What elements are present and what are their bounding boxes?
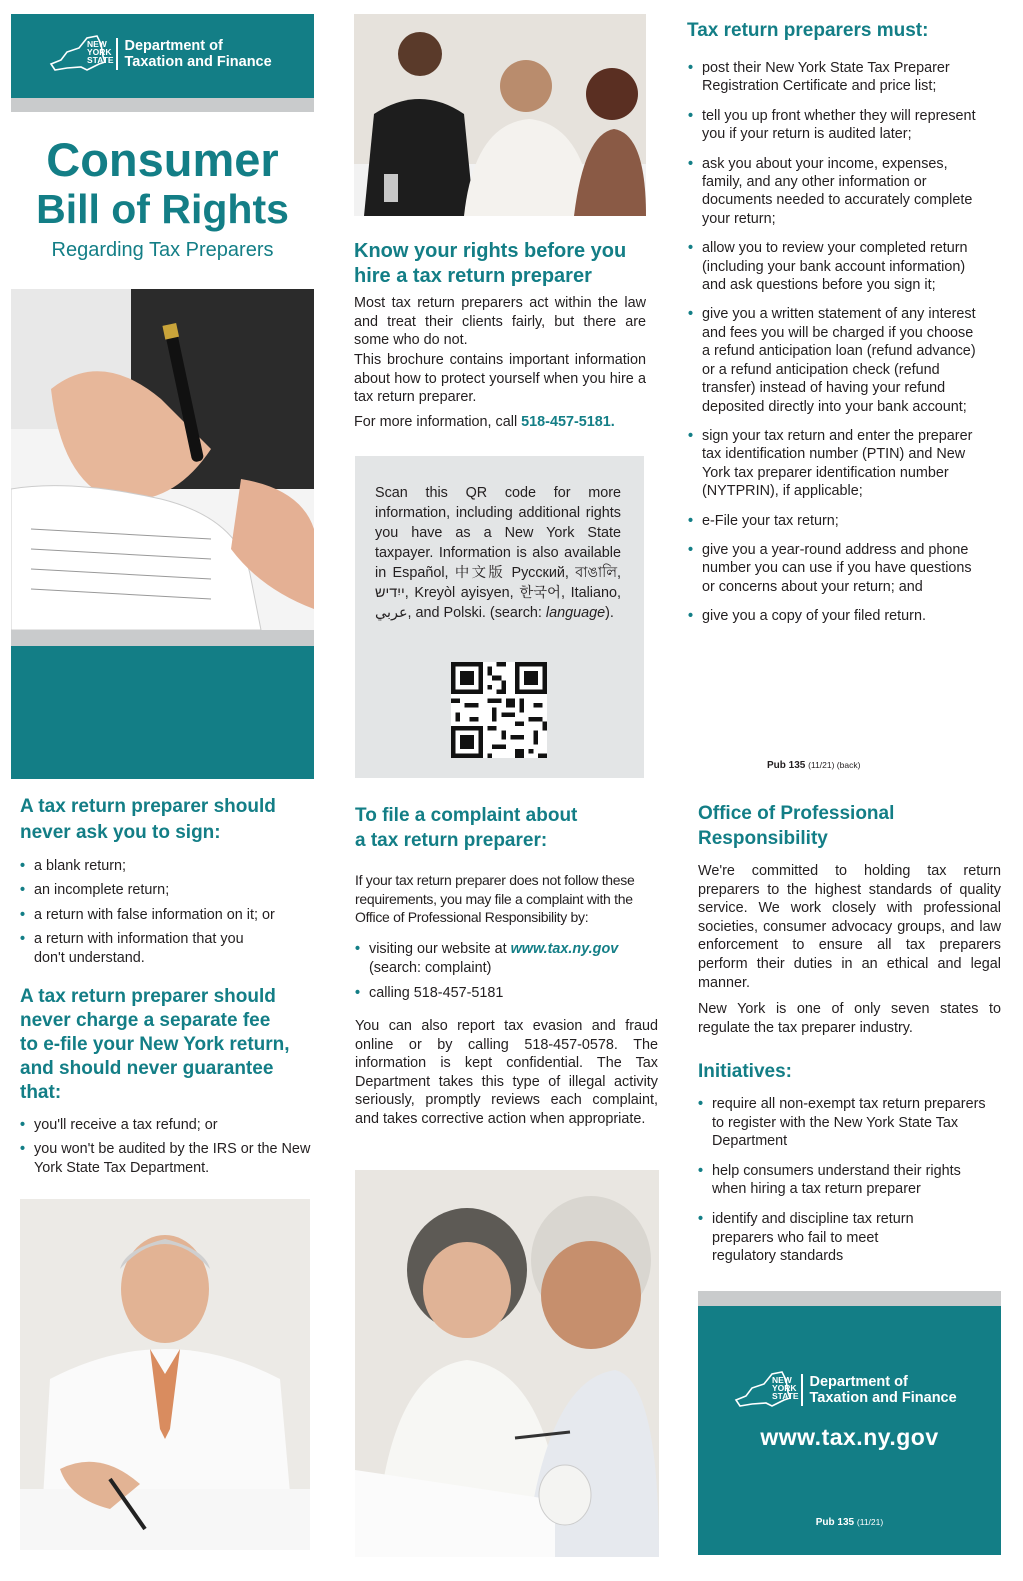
list-item: • sign your tax return and enter the preparer tax identification number (PTIN) and New York tax preparer identification number (NYTPRIN), if applicable; (688, 427, 984, 501)
dept-name: Department of Taxation and Finance (809, 1374, 957, 1406)
older-man-illustration (20, 1199, 310, 1550)
ny-state-wordmark: NEW YORK STATE (87, 39, 114, 65)
phone-link[interactable]: 518-457-5181. (521, 414, 615, 430)
must-list (688, 59, 984, 626)
list-item: • ask you about your income, expenses, family, and any other information or documents needed to accurately complete your return; (688, 155, 984, 229)
list-item: • a return with false information on it; or (20, 906, 312, 924)
more-info-line: For more information, call 518-457-5181. (354, 414, 615, 430)
list-item: • an incomplete return; (20, 881, 312, 899)
pub-label-back: Pub 135 (11/21) (back) (767, 760, 861, 771)
couple-illustration (355, 1170, 659, 1557)
list-item: • visiting our website at www.tax.ny.gov (search: complaint) (355, 940, 655, 977)
opr-para2: New York is one of only seven states to regulate the tax preparer industry. (698, 1001, 1001, 1036)
never-charge-list (20, 1116, 312, 1177)
list-item: • require all non-exempt tax return preparers to register with the New York State Tax Department (698, 1095, 992, 1151)
cover-gray-stripe-bottom (11, 630, 314, 646)
never-charge-heading: A tax return preparer should never charge a separate fee to e-file your New York return, and should never guarantee that: (20, 986, 290, 1103)
photo-older-man (20, 1199, 310, 1550)
qr-panel-text: Scan this QR code for more information, including additional rights you have as a New York State taxpayer. Information is also available in Español, 中文版 Русский, বাঙালি, ייִדיש, Kreyòl ayisyen, 한국어, Italiano, عربي, and Polski. (search: language). (375, 485, 621, 621)
complaint-heading: To file a complaint about a tax return preparer: (355, 805, 578, 851)
complaint-list (355, 940, 655, 1003)
list-item: • a return with information that you don't understand. (20, 930, 312, 967)
meeting-illustration (354, 14, 646, 216)
list-item: • give you a written statement of any interest and fees you will be charged if you choose a refund anticipation loan (refund advance) or a refund anticipation check (refund transfer) instead of having your refund deposited directly into your bank account; (688, 305, 984, 415)
list-item: • e-File your tax return; (688, 512, 984, 530)
cover-gray-stripe (11, 98, 314, 112)
list-item: • identify and discipline tax return preparers who fail to meet regulatory standards (698, 1210, 992, 1266)
dept-logo-back (732, 1370, 957, 1410)
know-rights-para1: Most tax return preparers act within the law and treat their clients fairly, but there are some who do not. (354, 295, 646, 349)
never-sign-list (20, 857, 312, 967)
complaint-para: You can also report tax evasion and fraud online or by calling 518-457-0578. The information is kept confidential. The Tax Department takes this type of illegal activity seriously, promptly reviews each complaint, and takes corrective action when appropriate. (355, 1018, 658, 1127)
pub-label-front: Pub 135 (11/21) (815, 1517, 884, 1528)
cover-title-line2: Bill of Rights (36, 186, 289, 232)
list-item: • allow you to review your completed return (including your bank account information) and ask questions before you sign it; (688, 239, 984, 294)
list-item: • calling 518-457-5181 (355, 984, 655, 1003)
dept-name: Department of Taxation and Finance (124, 38, 272, 70)
qr-panel (355, 456, 644, 778)
list-item: • help consumers understand their rights when hiring a tax return preparer (698, 1162, 992, 1199)
pen-illustration (11, 289, 314, 630)
opr-para1: We're committed to holding tax return preparers to the highest standards of quality service. We work closely with professional societies, consumer advocacy groups, and law enforcement to ensure all tax preparers perform their duties in an ethical and legal manner. (698, 863, 1001, 991)
initiatives-list (698, 1095, 992, 1266)
list-item: • you'll receive a tax refund; or (20, 1116, 312, 1134)
ny-state-wordmark: NEW YORK STATE (772, 1375, 799, 1401)
list-item: • give you a copy of your filed return. (688, 607, 984, 625)
cover-title: Consumer (46, 133, 279, 186)
back-panel (698, 1306, 1001, 1555)
back-gray-stripe (698, 1291, 1001, 1306)
know-rights-para2: This brochure contains important information about how to protect yourself when you hire a tax return preparer. (354, 352, 646, 406)
complaint-intro: If your tax return preparer does not follow these requirements, you may file a complaint with the Office of Professional Responsibility by: (355, 872, 635, 926)
opr-heading: Office of Professional Responsibility (698, 803, 895, 849)
initiatives-heading: Initiatives: (698, 1061, 792, 1082)
qr-code[interactable] (451, 662, 547, 758)
photo-hand-signing (11, 289, 314, 630)
cover-teal-block (11, 646, 314, 779)
list-item: • post their New York State Tax Preparer Registration Certificate and price list; (688, 59, 984, 96)
must-heading: Tax return preparers must: (687, 20, 929, 41)
photo-meeting (354, 14, 646, 216)
cover-logo-banner (11, 14, 314, 98)
website-link[interactable]: www.tax.ny.gov (510, 941, 619, 957)
list-item: • a blank return; (20, 857, 312, 875)
never-sign-heading: A tax return preparer should never ask you to sign: (20, 796, 276, 843)
back-website[interactable]: www.tax.ny.gov (760, 1424, 939, 1450)
list-item: • you won't be audited by the IRS or the New York State Tax Department. (20, 1140, 312, 1177)
photo-couple (355, 1170, 659, 1557)
cover-subtitle: Regarding Tax Preparers (51, 239, 274, 261)
know-rights-heading: Know your rights before you hire a tax return preparer (354, 240, 627, 287)
list-item: • tell you up front whether they will represent you if your return is audited later; (688, 107, 984, 144)
list-item: • give you a year-round address and phone number you can use if you have questions or concerns about your return; and (688, 541, 984, 596)
dept-logo (47, 34, 272, 74)
